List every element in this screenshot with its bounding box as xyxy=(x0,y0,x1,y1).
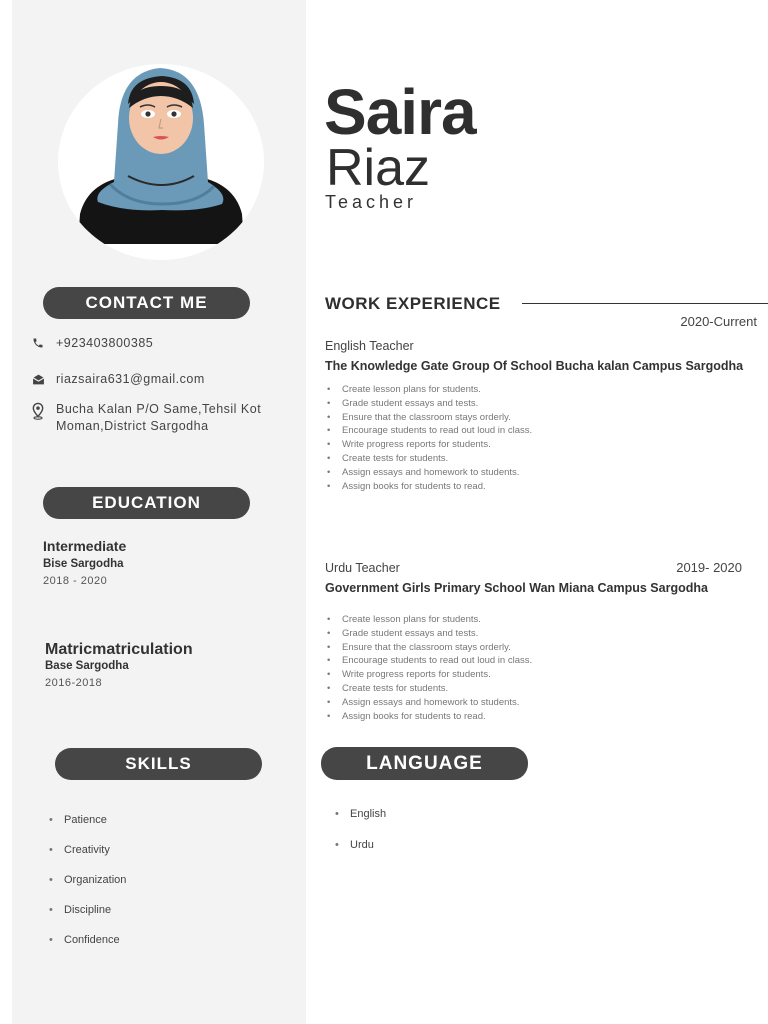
duty-item: • Assign essays and homework to students. xyxy=(325,466,532,480)
avatar-illustration xyxy=(58,64,264,260)
job-1-duties xyxy=(325,383,532,493)
section-divider xyxy=(522,303,768,304)
contact-phone xyxy=(30,335,153,352)
duty-item: • Create tests for students. xyxy=(325,452,532,466)
duty-item: • Assign essays and homework to students. xyxy=(325,696,532,710)
duty-item: • Write progress reports for students. xyxy=(325,438,532,452)
education-years-2: 2016-2018 xyxy=(45,677,103,689)
duty-item: • Create tests for students. xyxy=(325,682,532,696)
duty-item: • Encourage students to read out loud in class. xyxy=(325,424,532,438)
job-2-title: Urdu Teacher xyxy=(325,561,400,575)
duty-item: • Ensure that the classroom stays orderly. xyxy=(325,641,532,655)
education-heading: EDUCATION xyxy=(43,487,250,519)
skill-item: • Creativity xyxy=(47,844,126,874)
first-name: Saira xyxy=(324,76,476,148)
job-1-title: English Teacher xyxy=(325,339,414,353)
address-line-1: Bucha Kalan P/O Same,Tehsil Kot xyxy=(56,402,262,416)
skill-item: • Organization xyxy=(47,874,126,904)
job-1-employer: The Knowledge Gate Group Of School Bucha kalan Campus Sargodha xyxy=(325,359,744,373)
skills-heading: SKILLS xyxy=(55,748,262,780)
job-2-duties xyxy=(325,613,532,723)
skill-item: • Confidence xyxy=(47,934,126,964)
language-item: • English xyxy=(333,808,386,839)
duty-item: • Ensure that the classroom stays orderly. xyxy=(325,411,532,425)
phone-icon xyxy=(30,335,46,351)
phone-number[interactable]: +923403800385 xyxy=(56,336,154,350)
job-1-years: 2020-Current xyxy=(680,314,757,329)
language-heading: LANGUAGE xyxy=(321,747,528,780)
envelope-icon xyxy=(30,371,46,387)
education-years-1: 2018 - 2020 xyxy=(43,575,108,587)
location-pin-icon xyxy=(30,401,46,421)
avatar xyxy=(58,64,264,260)
duty-item: • Create lesson plans for students. xyxy=(325,613,532,627)
skill-item: • Discipline xyxy=(47,904,126,934)
work-experience-heading: WORK EXPERIENCE xyxy=(325,294,501,313)
skills-list xyxy=(47,814,126,964)
duty-item: • Grade student essays and tests. xyxy=(325,627,532,641)
duty-item: • Grade student essays and tests. xyxy=(325,397,532,411)
education-board-2: Base Sargodha xyxy=(45,660,129,672)
duty-item: • Encourage students to read out loud in class. xyxy=(325,654,532,668)
skill-item: • Patience xyxy=(47,814,126,844)
duty-item: • Assign books for students to read. xyxy=(325,710,532,724)
address-line-2: Moman,District Sargodha xyxy=(56,419,209,433)
email-address[interactable]: riazsaira631@gmail.com xyxy=(56,372,205,386)
education-degree-2: Matricmatriculation xyxy=(45,641,193,658)
job-title-heading: Teacher xyxy=(325,192,418,212)
duty-item: • Create lesson plans for students. xyxy=(325,383,532,397)
last-name: Riaz xyxy=(326,139,431,197)
language-list xyxy=(333,808,386,870)
contact-address xyxy=(30,401,261,435)
duty-item: • Write progress reports for students. xyxy=(325,668,532,682)
job-2-employer: Government Girls Primary School Wan Miana Campus Sargodha xyxy=(325,581,708,595)
language-item: • Urdu xyxy=(333,839,386,870)
job-2-years: 2019- 2020 xyxy=(676,560,742,575)
duty-item: • Assign books for students to read. xyxy=(325,480,532,494)
address-text xyxy=(56,401,261,435)
contact-email xyxy=(30,371,205,388)
education-degree-1: Intermediate xyxy=(43,538,127,554)
education-board-1: Bise Sargodha xyxy=(43,558,124,570)
contact-heading: CONTACT ME xyxy=(43,287,250,319)
